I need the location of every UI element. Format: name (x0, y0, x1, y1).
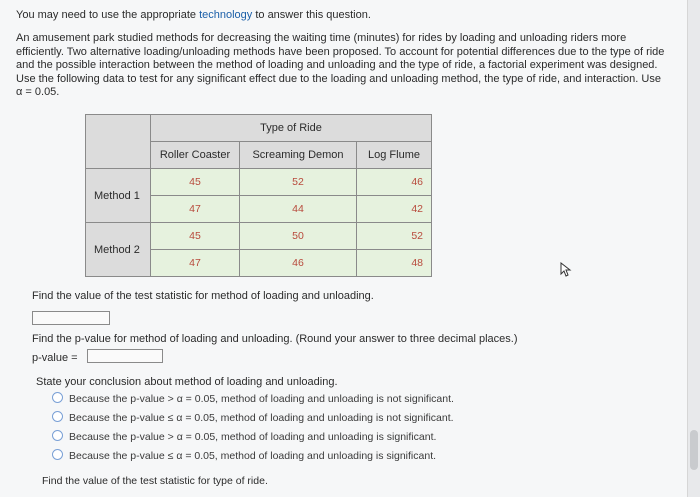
cell: 46 (240, 250, 357, 277)
cell: 44 (240, 196, 357, 223)
p-value-input[interactable] (87, 349, 163, 363)
cell: 45 (151, 223, 240, 250)
cell: 46 (357, 169, 432, 196)
question-test-statistic-ride: Find the value of the test statistic for type of ride. (42, 475, 268, 487)
table-corner (86, 115, 151, 169)
col-screaming-demon: Screaming Demon (240, 142, 357, 169)
radio-icon[interactable] (52, 430, 63, 441)
radio-icon[interactable] (52, 392, 63, 403)
cell: 45 (151, 169, 240, 196)
conclusion-option-3[interactable]: Because the p-value > α = 0.05, method of loading and unloading is significant. (52, 430, 436, 443)
col-roller-coaster: Roller Coaster (151, 142, 240, 169)
intro-post: to answer this question. (252, 9, 371, 21)
mouse-cursor-icon (560, 262, 574, 278)
scrollbar-thumb[interactable] (690, 430, 698, 470)
row-label-method-2: Method 2 (86, 223, 151, 277)
cell: 42 (357, 196, 432, 223)
radio-icon[interactable] (52, 411, 63, 422)
conclusion-option-2[interactable]: Because the p-value ≤ α = 0.05, method of loading and unloading is not significant. (52, 411, 454, 424)
cell: 52 (357, 223, 432, 250)
vertical-scrollbar[interactable] (687, 0, 700, 497)
problem-statement: An amusement park studied methods for decreasing the waiting time (minutes) for rides by loading and unloading riders more efficiently. Two alternative loading/unloading methods have been proposed. To account for potential differences due to the type of ride and the possible interaction between the method of loading and unloading and the type of ride, a factorial experiment was designed. Use the following data to test for any significant effect due to the loading and unloading method, the type of ride, and interaction. Use α = 0.05. (16, 32, 665, 98)
cell: 50 (240, 223, 357, 250)
intro-text (16, 9, 371, 21)
question-p-value-method: Find the p-value for method of loading and unloading. (Round your answer to three decimal places.) (32, 333, 518, 345)
cell: 52 (240, 169, 357, 196)
test-statistic-method-input[interactable] (32, 311, 110, 325)
type-of-ride-header: Type of Ride (151, 115, 432, 142)
cell: 48 (357, 250, 432, 277)
p-value-label: p-value = (32, 352, 78, 364)
col-log-flume: Log Flume (357, 142, 432, 169)
cell: 47 (151, 250, 240, 277)
conclusion-option-1[interactable]: Because the p-value > α = 0.05, method of loading and unloading is not significant. (52, 392, 454, 405)
row-label-method-1: Method 1 (86, 169, 151, 223)
data-table (85, 114, 432, 277)
intro-pre: You may need to use the appropriate (16, 9, 200, 21)
question-test-statistic-method: Find the value of the test statistic for method of loading and unloading. (32, 290, 374, 302)
cell: 47 (151, 196, 240, 223)
conclusion-option-4[interactable]: Because the p-value ≤ α = 0.05, method of loading and unloading is significant. (52, 449, 436, 462)
radio-icon[interactable] (52, 449, 63, 460)
technology-link[interactable]: technology (199, 9, 253, 21)
question-conclusion-method: State your conclusion about method of loading and unloading. (36, 376, 338, 388)
